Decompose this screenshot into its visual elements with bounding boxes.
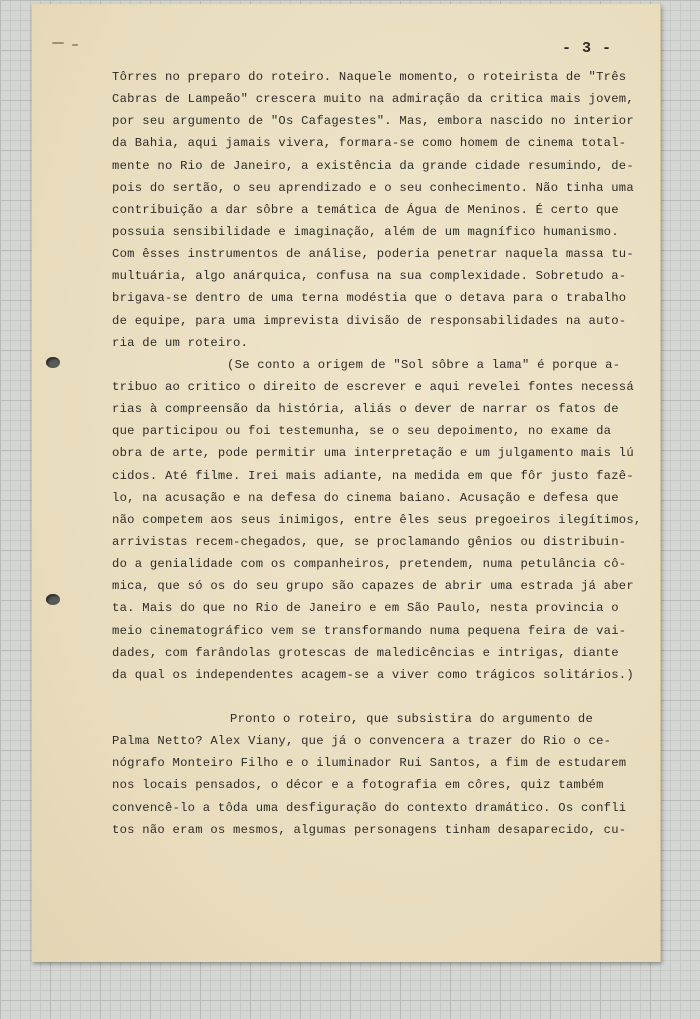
text-line: pois do sertão, o seu aprendizado e o seu conhecimento. Não tinha uma [112, 180, 634, 195]
text-line: por seu argumento de "Os Cafagestes". Mas, embora nascido no interior [112, 114, 634, 129]
text-line: mente no Rio de Janeiro, a existência da grande cidade resumindo, de- [112, 158, 634, 173]
text-line: multuária, algo anárquica, confusa na sua complexidade. Sobretudo a- [112, 269, 627, 284]
text-line: nógrafo Monteiro Filho e o iluminador Rui Santos, a fim de estudarem [112, 756, 627, 771]
text-line: brigava-se dentro de uma terna modéstia que o detava para o trabalho [112, 291, 627, 306]
text-line: tos não eram os mesmos, algumas personagens tinham desaparecido, cu- [112, 822, 627, 837]
text-line: cidos. Até filme. Irei mais adiante, na medida em que fôr justo fazê- [112, 468, 634, 483]
paper-speck [52, 42, 64, 44]
page-number: - 3 - [561, 40, 612, 57]
text-line: do a genialidade com os companheiros, pretendem, numa petulância cô- [112, 557, 627, 572]
text-line: contribuição a dar sôbre a temática de Água de Meninos. É certo que [112, 202, 619, 217]
paper-speck [72, 44, 78, 46]
text-line: ria de um roteiro. [112, 335, 249, 350]
text-line: da Bahia, aqui jamais vivera, formara-se como homem de cinema total- [112, 136, 627, 151]
text-line: Tôrres no preparo do roteiro. Naquele momento, o roteirista de "Três [112, 70, 627, 84]
paragraph-2 [112, 354, 652, 686]
paragraph-3 [112, 708, 652, 841]
text-line: tribuo ao critico o direito de escrever e aqui revelei fontes necessá [112, 379, 634, 394]
text-line: que participou ou foi testemunha, se o seu depoimento, no exame da [112, 424, 612, 439]
text-line: (Se conto a origem de "Sol sôbre a lama" é porque a- [227, 357, 621, 372]
paragraph-gap [112, 686, 652, 708]
text-line: lo, na acusação e na defesa do cinema baiano. Acusação e defesa que [112, 490, 619, 505]
punch-hole [46, 594, 60, 605]
text-line: meio cinematográfico vem se transformando numa pequena feira de vai- [112, 623, 627, 638]
text-line: Pronto o roteiro, que subsistira do argumento de [230, 711, 594, 726]
text-line: não competem aos seus inimigos, entre êles seus pregoeiros ilegítimos, [112, 512, 642, 527]
text-line: Palma Netto? Alex Viany, que já o convencera a trazer do Rio o ce- [112, 734, 612, 749]
body-text [112, 66, 652, 841]
text-line: convencê-lo a tôda uma desfiguração do contexto dramático. Os confli [112, 800, 627, 815]
text-line: de equipe, para uma imprevista divisão de responsabilidades na auto- [112, 313, 627, 328]
paragraph-1 [112, 66, 652, 354]
text-line: dades, com farândolas grotescas de maledicências e intrigas, diante [112, 645, 619, 660]
text-line: rias à compreensão da história, aliás o dever de narrar os fatos de [112, 402, 619, 417]
text-line: possuia sensibilidade e imaginação, além de um magnífico humanismo. [112, 224, 619, 239]
text-line: Com êsses instrumentos de análise, poderia penetrar naquela massa tu- [112, 247, 634, 262]
text-line: obra de arte, pode permitir uma interpretação e um julgamento mais lú [112, 446, 634, 461]
text-line: da qual os independentes acagem-se a viver como trágicos solitários.) [112, 667, 634, 682]
typewritten-page [32, 4, 661, 962]
text-line: Cabras de Lampeão" crescera muito na admiração da critica mais jovem, [112, 92, 634, 107]
text-line: nos locais pensados, o décor e a fotografia em côres, quiz também [112, 778, 604, 793]
text-line: ta. Mais do que no Rio de Janeiro e em São Paulo, nesta provincia o [112, 601, 619, 616]
punch-hole [46, 357, 60, 368]
text-line: mica, que só os do seu grupo são capazes de abrir uma estrada já aber [112, 579, 634, 594]
text-line: arrivistas recem-chegados, que, se proclamando gênios ou distribuin- [112, 534, 627, 549]
